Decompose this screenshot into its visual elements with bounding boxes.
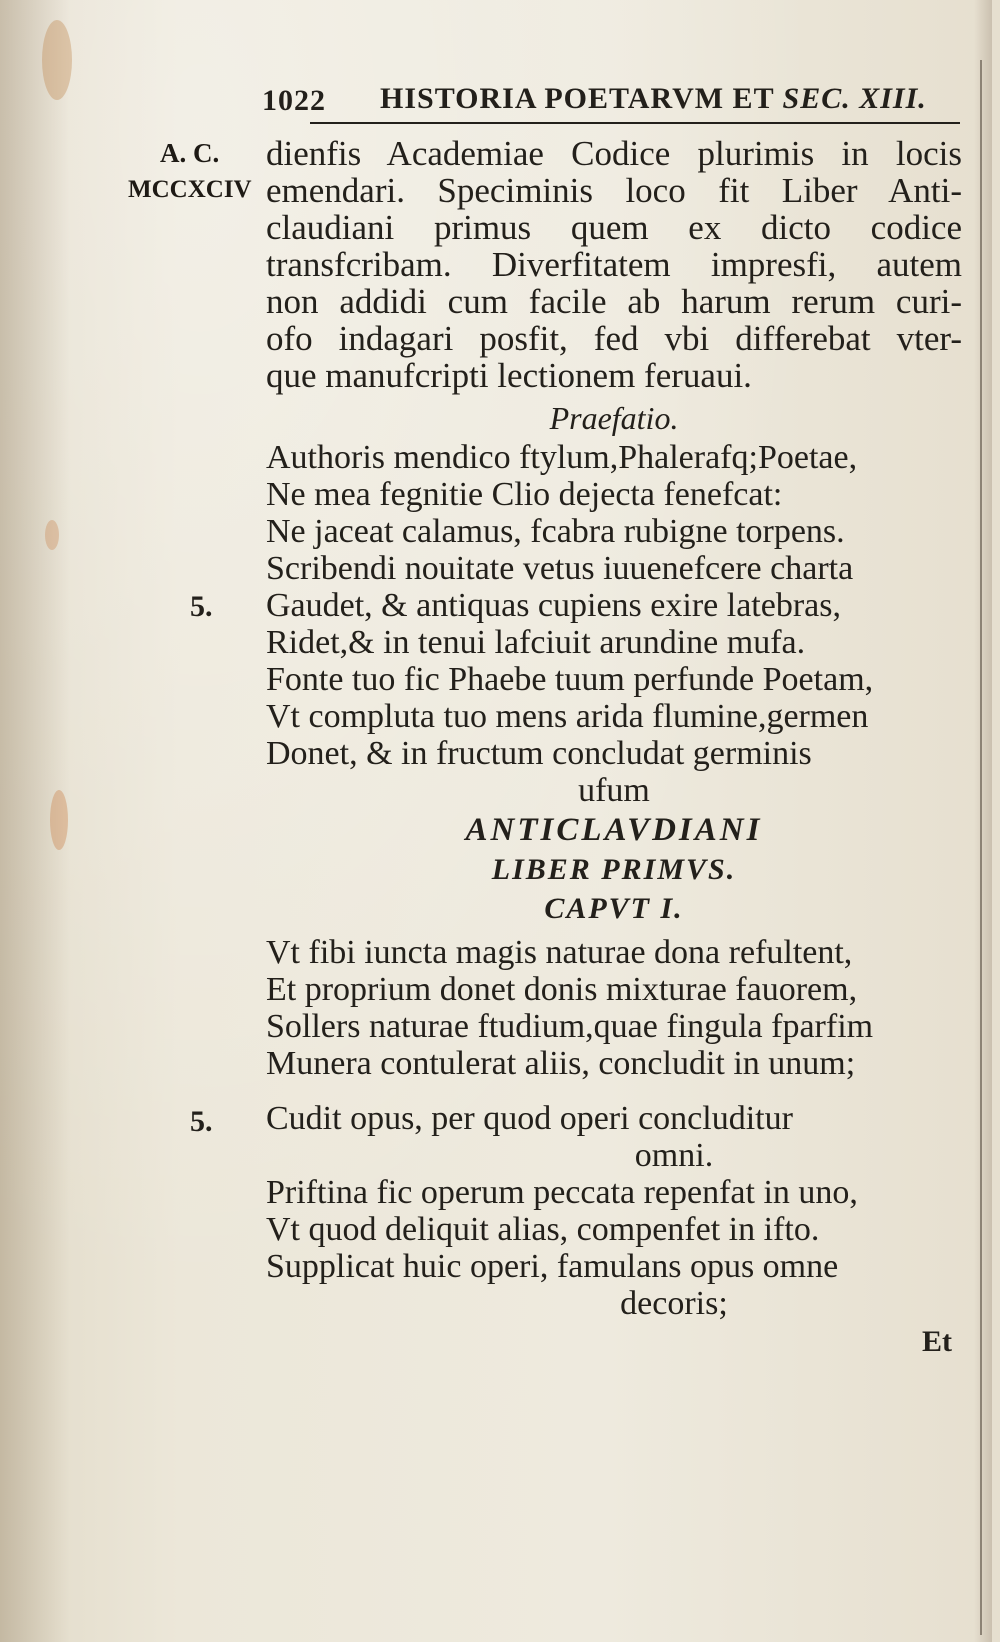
verse-line: Cudit opus, per quod operi concluditur	[266, 1100, 793, 1137]
verse-line: Supplicat huic operi, famulans opus omne	[266, 1248, 839, 1285]
chapter-heading: CAPVT I.	[544, 892, 684, 925]
catchword: Et	[922, 1325, 952, 1358]
running-head-title: HISTORIA POETARVM ET	[380, 82, 775, 115]
header-rule	[310, 122, 960, 124]
prose-line: claudiani primus quem ex dicto codice	[266, 208, 962, 247]
verse-line: Priftina fic operum peccata repenfat in uno,	[266, 1174, 858, 1211]
prose-line: ofo indagari posfit, fed vbi differebat vter-	[266, 319, 962, 358]
prose-line: que manufcripti lectionem feruaui.	[266, 356, 752, 395]
foxing-stain	[45, 520, 59, 550]
margin-anno-christi: A. C.	[160, 138, 220, 168]
page-edge-shadow	[974, 0, 992, 1642]
verse-line: Fonte tuo fic Phaebe tuum perfunde Poetam,	[266, 661, 874, 698]
verse-line: Vt quod deliquit alias, compenfet in ifto.	[266, 1211, 820, 1248]
foxing-stain	[42, 20, 72, 100]
prose-line: non addidi cum facile ab harum rerum curi-	[266, 282, 962, 321]
verse-line: Munera contulerat aliis, concludit in unum;	[266, 1045, 856, 1082]
prose-line: dienfis Academiae Codice plurimis in locis	[266, 134, 962, 173]
prose-line: transfcribam. Diverfitatem impresfi, autem	[266, 245, 962, 284]
book-title: ANTICLAVDIANI	[465, 812, 763, 848]
foxing-stain	[50, 790, 68, 850]
book-subtitle: LIBER PRIMVS.	[491, 853, 737, 886]
verse-line: Vt compluta tuo mens arida flumine,germen	[266, 698, 869, 735]
prose-line: emendari. Speciminis loco fit Liber Anti-	[266, 171, 962, 210]
verse-line: Vt fibi iuncta magis naturae dona refultent,	[266, 934, 853, 971]
line-number: 5.	[190, 590, 213, 623]
verse-runover: omni.	[634, 1137, 714, 1174]
verse-line: Ne jaceat calamus, fcabra rubigne torpens.	[266, 513, 845, 550]
verse-line: Scribendi nouitate vetus iuuenefcere charta	[266, 550, 854, 587]
line-number: 5.	[190, 1105, 213, 1138]
page-number: 1022	[262, 84, 326, 117]
verse-line: Et proprium donet donis mixturae fauorem,	[266, 971, 858, 1008]
verse-line: Donet, & in fructum concludat germinis	[266, 735, 812, 772]
verse-line: Ne mea fegnitie Clio dejecta fenefcat:	[266, 476, 783, 513]
verse-line: Gaudet, & antiquas cupiens exire latebras,	[266, 587, 841, 624]
fore-edge-line	[980, 60, 982, 1635]
verse-line: Sollers naturae ftudium,quae fingula fparfim	[266, 1008, 874, 1045]
running-header	[262, 82, 962, 122]
running-head	[380, 82, 927, 116]
verse-line: Authoris mendico ftylum,Phalerafq;Poetae,	[266, 439, 858, 476]
margin-year: MCCXCIV	[128, 176, 252, 203]
verse-runover: decoris;	[620, 1285, 728, 1322]
praefatio-heading: Praefatio.	[549, 400, 679, 436]
verse-line: Ridet,& in tenui lafciuit arundine mufa.	[266, 624, 806, 661]
verse-runover: ufum	[578, 772, 650, 809]
running-head-section: SEC. XIII.	[782, 82, 927, 115]
